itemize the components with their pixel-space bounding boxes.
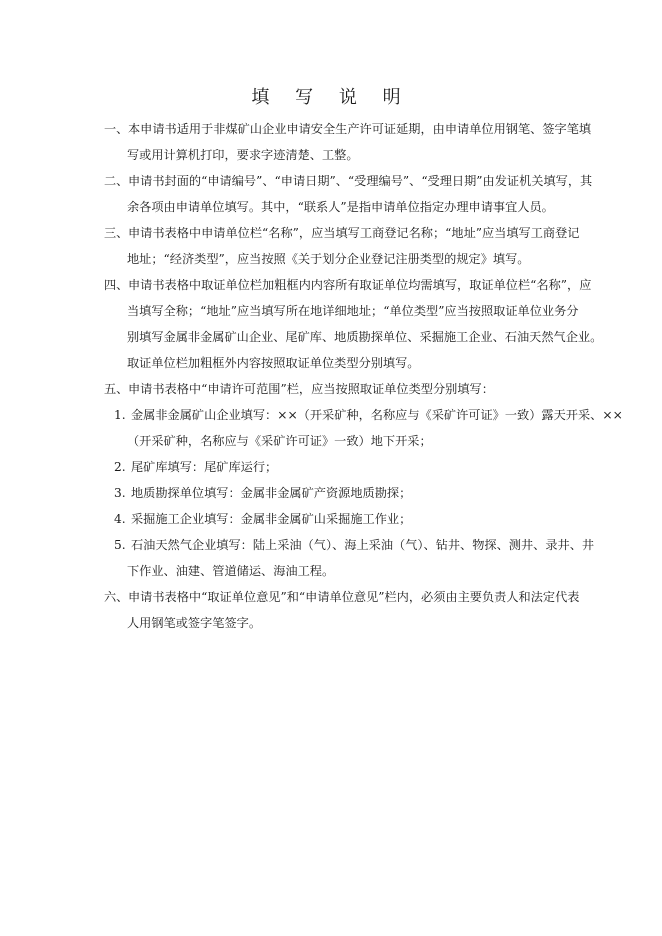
- sub-item-2-line-1: 尾矿库填写：尾矿库运行；: [131, 460, 278, 474]
- sub-item-2-number: 2.: [114, 460, 126, 474]
- sub-item-1-line-2: （开采矿种，名称应与《采矿许可证》一致）地下开采；: [127, 434, 432, 448]
- section-5-line-1: 申请书表格中“申请许可范围”栏，应当按照取证单位类型分别填写：: [128, 382, 494, 396]
- section-3-line-2: 地址；“经济类型”，应当按照《关于划分企业登记注册类型的规定》填写。: [127, 252, 530, 266]
- section-6-line-2: 人用钢笔或签字笔签字。: [127, 616, 262, 630]
- sub-item-3-number: 3.: [114, 486, 126, 500]
- section-6-marker: 六、: [104, 590, 129, 604]
- section-4-line-2: 当填写全称；“地址”应当填写所在地详细地址；“单位类型”应当按照取证单位业务分: [127, 304, 579, 318]
- section-5-marker: 五、: [104, 382, 129, 396]
- sub-item-5-line-1: 石油天然气企业填写：陆上采油（气）、海上采油（气）、钻井、物探、测井、录井、井: [131, 538, 595, 552]
- sub-item-1-number: 1.: [114, 408, 126, 422]
- sub-item-5-line-2: 下作业、油建、管道储运、海油工程。: [127, 564, 335, 578]
- sub-item-5-number: 5.: [114, 538, 126, 552]
- section-2-line-1: 申请书封面的“申请编号”、“申请日期”、“受理编号”、“受理日期”由发证机关填写，其: [128, 174, 593, 188]
- section-1-line-1: 本申请书适用于非煤矿山企业申请安全生产许可证延期，由申请单位用钢笔、签字笔填: [128, 122, 592, 136]
- section-1-marker: 一、: [104, 122, 129, 136]
- section-2-marker: 二、: [104, 174, 129, 188]
- section-1-line-2: 写或用计算机打印，要求字迹清楚、工整。: [127, 148, 359, 162]
- section-2-line-2: 余各项由申请单位填写。其中，“联系人”是指申请单位指定办理申请事宜人员。: [127, 200, 554, 214]
- section-3-line-1: 申请书表格中申请单位栏“名称”，应当填写工商登记名称；“地址”应当填写工商登记: [128, 226, 580, 240]
- section-3-marker: 三、: [104, 226, 129, 240]
- page-title: 填 写 说 明: [251, 87, 411, 108]
- section-4-line-1: 申请书表格中取证单位栏加粗框内内容所有取证单位均需填写，取证单位栏“名称”，应: [128, 278, 592, 292]
- sub-item-4-number: 4.: [114, 512, 126, 526]
- sub-item-4-line-1: 采掘施工企业填写：金属非金属矿山采掘施工作业；: [131, 512, 412, 526]
- section-4-line-3: 别填写金属非金属矿山企业、尾矿库、地质勘探单位、采掘施工企业、石油天然气企业。: [127, 330, 603, 344]
- section-4-line-4: 取证单位栏加粗框外内容按照取证单位类型分别填写。: [127, 356, 420, 370]
- section-6-line-1: 申请书表格中“取证单位意见”和“申请单位意见”栏内，必须由主要负责人和法定代表: [128, 590, 580, 604]
- sub-item-1-line-1: 金属非金属矿山企业填写：××（开采矿种，名称应与《采矿许可证》一致）露天开采、××: [131, 408, 623, 422]
- sub-item-3-line-1: 地质勘探单位填写：金属非金属矿产资源地质勘探；: [131, 486, 412, 500]
- section-4-marker: 四、: [104, 278, 129, 292]
